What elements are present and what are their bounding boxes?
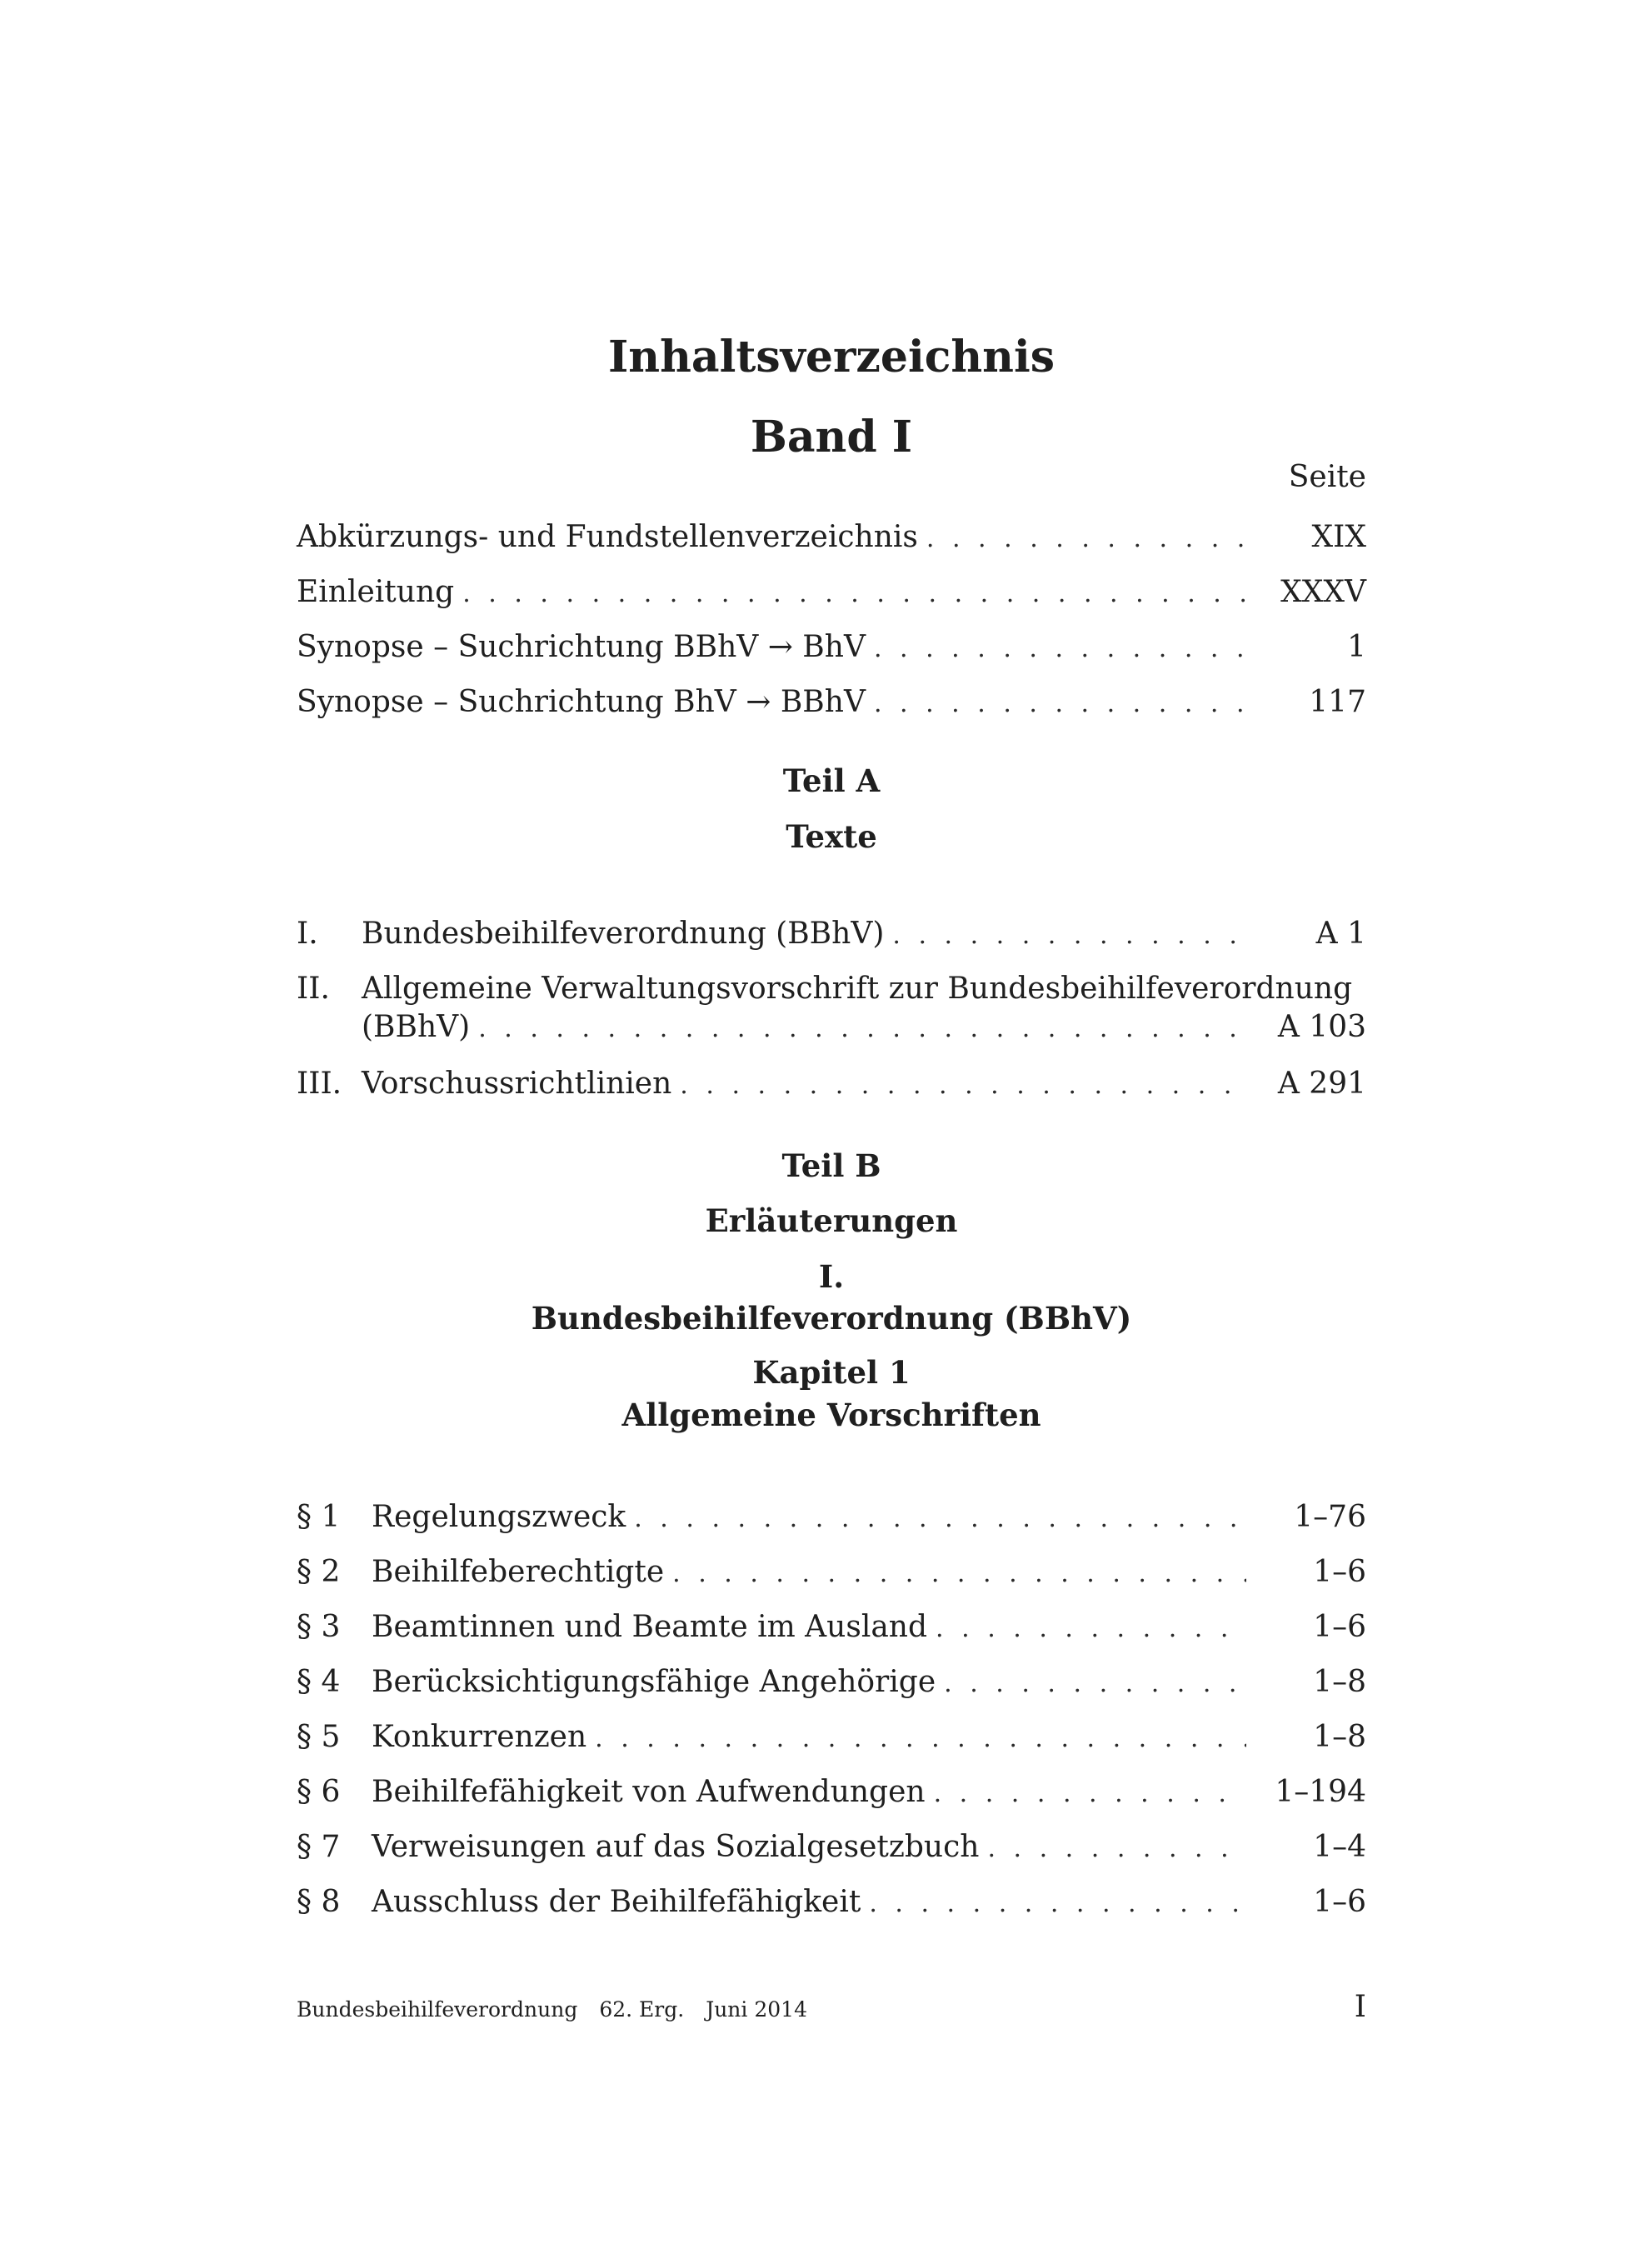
entry-page: XIX bbox=[1311, 520, 1366, 554]
front-matter-list bbox=[297, 510, 1366, 730]
entry-label: Konkurrenzen bbox=[372, 1720, 587, 1754]
entry-label: Einleitung bbox=[297, 575, 455, 609]
footer-work-title: Bundesbeihilfeverordnung bbox=[297, 1997, 578, 2022]
entry-page: A 103 bbox=[1277, 1010, 1366, 1044]
entry-label: Beihilfefähigkeit von Aufwendungen bbox=[372, 1775, 926, 1809]
toc-entry[interactable] bbox=[297, 565, 1366, 620]
toc-entry[interactable] bbox=[297, 1710, 1366, 1765]
entry-label-line2: (BBhV) bbox=[362, 1010, 471, 1044]
leader-dots bbox=[672, 1547, 1246, 1602]
leader-dots bbox=[634, 1492, 1246, 1547]
leader-dots bbox=[874, 622, 1246, 677]
entry-number: § 6 bbox=[297, 1775, 341, 1809]
entry-page: A 1 bbox=[1315, 917, 1366, 951]
leader-dots bbox=[926, 512, 1246, 567]
toc-entry[interactable] bbox=[297, 1057, 1366, 1112]
entry-page: 1–8 bbox=[1313, 1665, 1366, 1699]
leader-dots bbox=[987, 1822, 1246, 1877]
toc-entry[interactable] bbox=[297, 510, 1366, 565]
footer-date: Juni 2014 bbox=[706, 1997, 807, 2022]
entry-page: A 291 bbox=[1277, 1067, 1366, 1101]
entry-number: I. bbox=[297, 917, 318, 951]
toc-entry[interactable] bbox=[297, 1545, 1366, 1600]
teil-b-subheading: Erläuterungen bbox=[705, 1202, 958, 1239]
entry-page: 1–4 bbox=[1313, 1830, 1366, 1864]
entry-label: Synopse – Suchrichtung BBhV → BhV bbox=[297, 630, 866, 664]
toc-entry[interactable] bbox=[297, 1600, 1366, 1655]
entry-page: 1–6 bbox=[1313, 1555, 1366, 1589]
entry-page: 1–194 bbox=[1275, 1775, 1366, 1809]
entry-page: 1–6 bbox=[1313, 1610, 1366, 1644]
toc-entry[interactable] bbox=[297, 1490, 1366, 1545]
entry-page: XXXV bbox=[1280, 575, 1366, 609]
toc-entry[interactable] bbox=[297, 1875, 1366, 1930]
toc-entry[interactable] bbox=[297, 962, 1366, 1057]
entry-label-line1: Allgemeine Verwaltungsvorschrift zur Bundesbeihilfeverordnung bbox=[362, 972, 1353, 1006]
entry-number: § 3 bbox=[297, 1610, 341, 1644]
entry-label: Abkürzungs- und Fundstellenverzeichnis bbox=[297, 520, 918, 554]
section-list bbox=[297, 1490, 1366, 1930]
leader-dots bbox=[462, 567, 1246, 622]
entry-page: 117 bbox=[1309, 685, 1366, 719]
leader-dots bbox=[478, 1010, 1246, 1048]
chapter-title: Allgemeine Vorschriften bbox=[621, 1397, 1041, 1433]
page-title: Inhaltsverzeichnis bbox=[607, 332, 1056, 382]
leader-dots bbox=[934, 1767, 1246, 1822]
entry-number: § 5 bbox=[297, 1720, 341, 1754]
entry-label: Synopse – Suchrichtung BhV → BBhV bbox=[297, 685, 866, 719]
entry-label: Regelungszweck bbox=[372, 1500, 626, 1534]
leader-dots bbox=[892, 908, 1246, 963]
toc-entry[interactable] bbox=[297, 1765, 1366, 1820]
toc-entry[interactable] bbox=[297, 1820, 1366, 1875]
entry-number: § 1 bbox=[297, 1500, 341, 1534]
entry-label: Beamtinnen und Beamte im Ausland bbox=[372, 1610, 928, 1644]
part-number: I. bbox=[818, 1258, 845, 1295]
footer-supplement: 62. Erg. bbox=[599, 1997, 685, 2022]
entry-label: Verweisungen auf das Sozialgesetzbuch bbox=[372, 1830, 980, 1864]
entry-label: Berücksichtigungsfähige Angehörige bbox=[372, 1665, 936, 1699]
entry-label: Bundesbeihilfeverordnung (BBhV) bbox=[362, 917, 885, 951]
toc-entry[interactable] bbox=[297, 675, 1366, 730]
leader-dots bbox=[869, 1877, 1246, 1932]
entry-page: 1 bbox=[1347, 630, 1366, 664]
volume-title: Band I bbox=[750, 412, 913, 462]
leader-dots bbox=[680, 1058, 1246, 1113]
part-title: Bundesbeihilfeverordnung (BBhV) bbox=[531, 1300, 1132, 1337]
entry-label: Beihilfeberechtigte bbox=[372, 1555, 665, 1589]
teil-a-heading: Teil A bbox=[782, 762, 881, 799]
entry-page: 1–6 bbox=[1313, 1885, 1366, 1919]
leader-dots bbox=[595, 1712, 1246, 1767]
toc-entry[interactable] bbox=[297, 907, 1366, 962]
entry-label: Vorschussrichtlinien bbox=[362, 1067, 672, 1101]
teil-a-list bbox=[297, 907, 1366, 1112]
chapter-number: Kapitel 1 bbox=[752, 1354, 911, 1391]
leader-dots bbox=[874, 677, 1246, 732]
entry-number: § 7 bbox=[297, 1830, 341, 1864]
toc-entry[interactable] bbox=[297, 620, 1366, 675]
leader-dots bbox=[944, 1657, 1246, 1712]
toc-entry[interactable] bbox=[297, 1655, 1366, 1710]
page-column-label: Seite bbox=[1288, 460, 1366, 494]
leader-dots bbox=[936, 1602, 1246, 1657]
teil-b-heading: Teil B bbox=[781, 1147, 881, 1184]
entry-number: § 2 bbox=[297, 1555, 341, 1589]
entry-number: § 8 bbox=[297, 1885, 341, 1919]
entry-label: Ausschluss der Beihilfefähigkeit bbox=[372, 1885, 861, 1919]
page-footer bbox=[297, 1990, 1366, 2024]
footer-page-number: I bbox=[1354, 1990, 1366, 2024]
entry-number: III. bbox=[297, 1067, 342, 1101]
teil-a-subheading: Texte bbox=[786, 818, 877, 855]
entry-page: 1–76 bbox=[1294, 1500, 1366, 1534]
entry-number: § 4 bbox=[297, 1665, 341, 1699]
entry-page: 1–8 bbox=[1313, 1720, 1366, 1754]
entry-number: II. bbox=[297, 972, 330, 1006]
